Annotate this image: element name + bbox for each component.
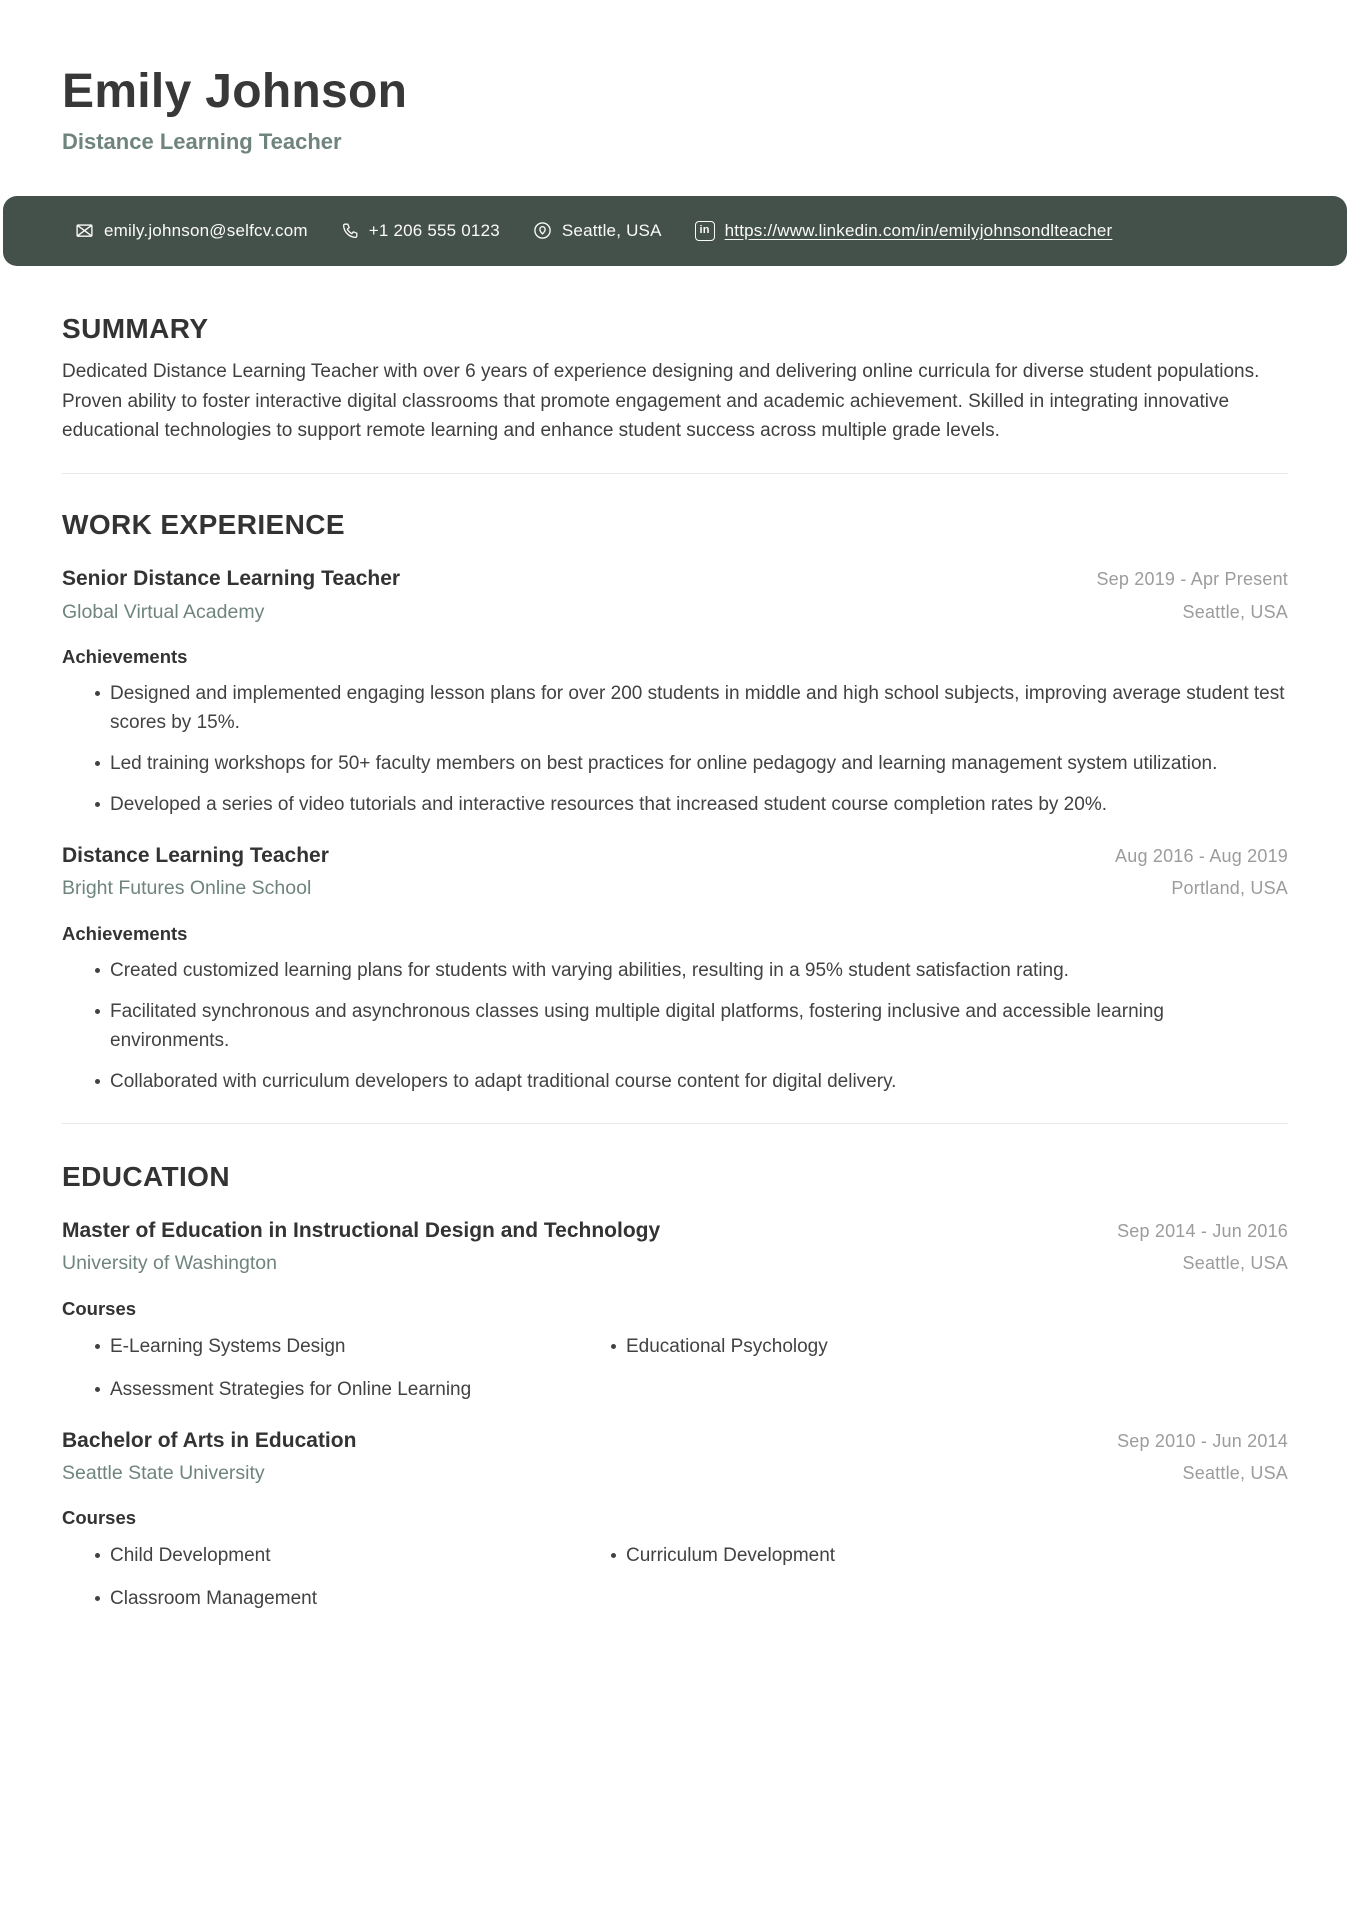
course-item: Educational Psychology — [578, 1332, 1288, 1361]
summary-text: Dedicated Distance Learning Teacher with over 6 years of experience designing and delivering online curricula for diverse student populations. Proven ability to foster interactive digital classrooms that promote engagement and academic achievement. Skilled in integrating innovative educational technologies to support remote learning and enhance student success across multiple grade levels. — [62, 361, 1260, 442]
course-item: Classroom Management — [62, 1584, 578, 1613]
degree-header-row — [62, 1218, 1288, 1244]
contact-location — [533, 221, 662, 241]
job-entry — [62, 566, 1288, 819]
education-heading: EDUCATION — [62, 1160, 230, 1192]
summary-section — [62, 312, 1288, 446]
degree-title: Master of Education in Instructional Design and Technology — [62, 1219, 661, 1243]
job-subheader-row — [62, 876, 1288, 900]
degree-school: University of Washington — [62, 1252, 277, 1275]
courses-label: Courses — [62, 1297, 137, 1319]
achievement-item: Designed and implemented engaging lesson plans for over 200 students in middle and high school subjects, improving average student test scores by 15%. — [62, 679, 1288, 737]
contact-bar — [3, 196, 1347, 266]
achievement-item: Developed a series of video tutorials and interactive resources that increased student course completion rates by 20%. — [62, 790, 1288, 819]
degree-entry — [62, 1428, 1288, 1614]
course-item: E-Learning Systems Design — [62, 1332, 578, 1361]
achievements-label: Achievements — [62, 645, 188, 667]
contact-linkedin — [695, 221, 1113, 241]
degree-dates: Sep 2010 - Jun 2014 — [1117, 1430, 1288, 1451]
courses-list — [62, 1332, 1288, 1404]
achievement-item: Collaborated with curriculum developers to adapt traditional course content for digital delivery. — [62, 1067, 1288, 1096]
job-location: Seattle, USA — [1182, 601, 1288, 622]
work-experience-heading: WORK EXPERIENCE — [62, 508, 345, 540]
summary-heading: SUMMARY — [62, 312, 209, 344]
degree-dates: Sep 2014 - Jun 2016 — [1117, 1221, 1288, 1242]
degree-school: Seattle State University — [62, 1461, 265, 1484]
job-company: Bright Futures Online School — [62, 877, 312, 900]
envelope-icon — [75, 221, 94, 240]
job-company: Global Virtual Academy — [62, 600, 265, 623]
courses-list — [62, 1541, 1288, 1613]
achievement-item: Facilitated synchronous and asynchronous classes using multiple digital platforms, fostering inclusive and accessible learning environments. — [62, 997, 1288, 1055]
course-item: Curriculum Development — [578, 1541, 1288, 1570]
degree-location: Seattle, USA — [1182, 1253, 1288, 1274]
contact-phone — [341, 221, 500, 241]
degree-header-row — [62, 1428, 1288, 1454]
degree-location: Seattle, USA — [1182, 1462, 1288, 1483]
achievements-list — [62, 956, 1288, 1096]
degree-entry — [62, 1218, 1288, 1404]
courses-label: Courses — [62, 1507, 137, 1529]
job-entry — [62, 843, 1288, 1096]
contact-email-text: emily.johnson@selfcv.com — [104, 220, 308, 240]
achievements-list — [62, 679, 1288, 819]
job-title: Distance Learning Teacher — [62, 843, 329, 867]
person-job-title: Distance Learning Teacher — [62, 129, 342, 155]
degree-subheader-row — [62, 1251, 1288, 1275]
section-divider — [62, 473, 1288, 474]
achievement-item: Led training workshops for 50+ faculty members on best practices for online pedagogy and learning management system utilization. — [62, 749, 1288, 778]
job-location: Portland, USA — [1171, 878, 1288, 899]
job-subheader-row — [62, 600, 1288, 624]
person-name: Emily Johnson — [62, 65, 408, 118]
job-dates: Sep 2019 - Apr Present — [1096, 569, 1288, 590]
job-header-row — [62, 566, 1288, 592]
achievement-item: Created customized learning plans for students with varying abilities, resulting in a 95% student satisfaction rating. — [62, 956, 1288, 985]
linkedin-link[interactable]: https://www.linkedin.com/in/emilyjohnsondlteacher — [724, 220, 1113, 240]
degree-subheader-row — [62, 1461, 1288, 1485]
resume-header — [0, 0, 1350, 156]
contact-email — [75, 221, 308, 241]
achievements-label: Achievements — [62, 922, 188, 944]
course-item: Child Development — [62, 1541, 578, 1570]
phone-icon — [341, 222, 359, 240]
section-divider — [62, 1123, 1288, 1124]
education-section — [62, 1160, 1288, 1614]
resume-body — [0, 312, 1350, 1614]
contact-phone-text: +1 206 555 0123 — [368, 220, 500, 240]
degree-title: Bachelor of Arts in Education — [62, 1428, 357, 1452]
job-dates: Aug 2016 - Aug 2019 — [1115, 845, 1288, 866]
map-pin-circle-icon — [533, 221, 552, 240]
job-header-row — [62, 843, 1288, 869]
work-experience-section — [62, 508, 1288, 1096]
linkedin-icon: in — [695, 221, 715, 241]
course-item: Assessment Strategies for Online Learning — [62, 1375, 578, 1404]
contact-location-text: Seattle, USA — [561, 220, 662, 240]
job-title: Senior Distance Learning Teacher — [62, 567, 401, 591]
